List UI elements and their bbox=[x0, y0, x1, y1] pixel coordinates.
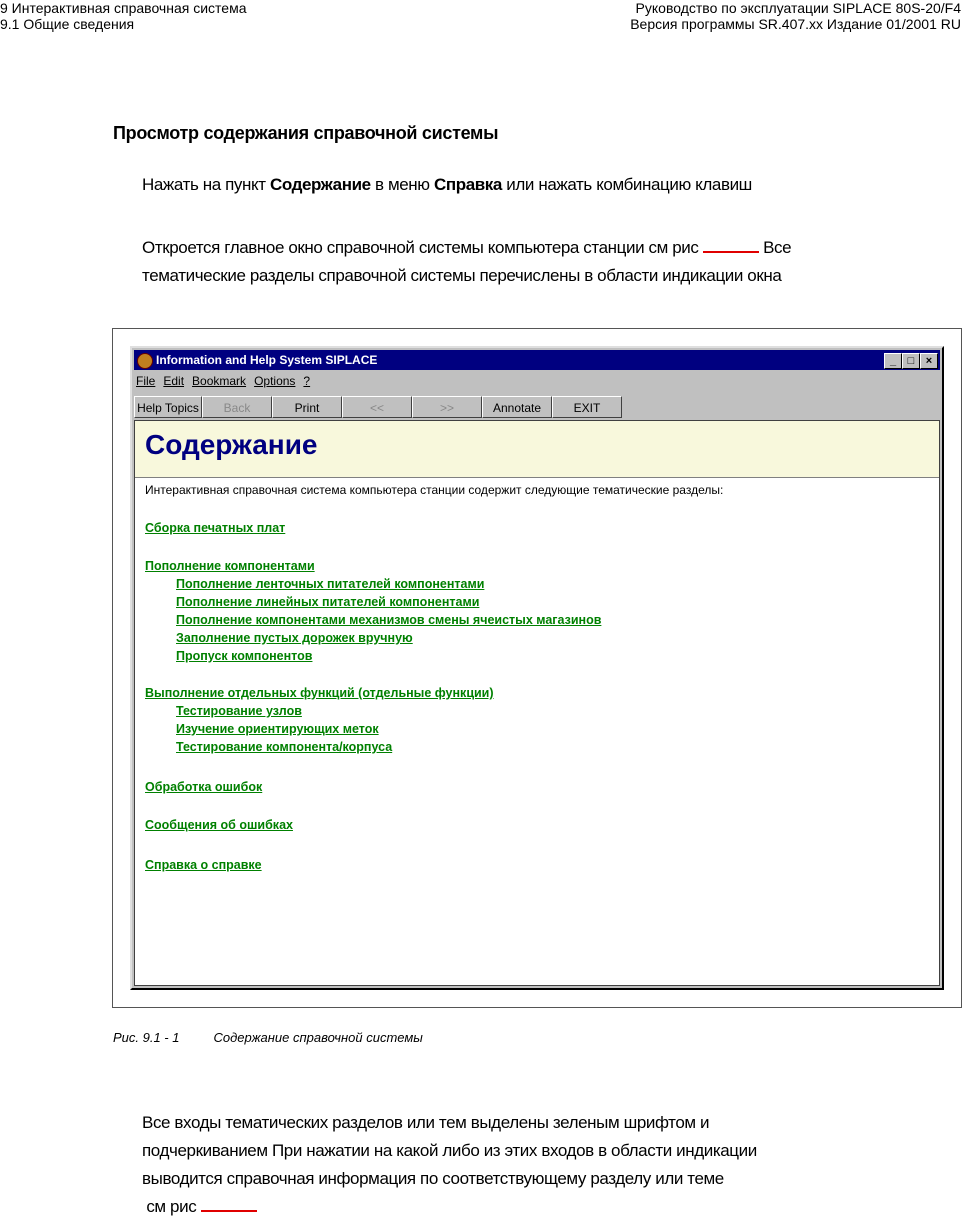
manual-title: Руководство по эксплуатации SIPLACE 80S-20/F4 bbox=[635, 0, 961, 16]
content-header bbox=[135, 421, 939, 478]
caption-text: Содержание справочной системы bbox=[213, 1030, 423, 1045]
header-left bbox=[0, 0, 247, 32]
subtopic-link[interactable]: Тестирование узлов bbox=[176, 704, 302, 718]
close-icon[interactable]: × bbox=[920, 353, 938, 369]
topic-link[interactable]: Пополнение компонентами bbox=[145, 559, 315, 573]
text: выводится справочная информация по соответствующему разделу или теме bbox=[142, 1169, 724, 1188]
topic-link[interactable]: Выполнение отдельных функций (отдельные функции) bbox=[145, 686, 494, 700]
minimize-icon[interactable]: _ bbox=[884, 353, 902, 369]
topic-link[interactable]: Сообщения об ошибках bbox=[145, 818, 293, 832]
text: Все входы тематических разделов или тем выделены зеленым шрифтом и bbox=[142, 1113, 710, 1132]
menu-ref: Справка bbox=[433, 175, 502, 194]
annotate-button[interactable]: Annotate bbox=[482, 396, 552, 418]
section-number: 9.1 Общие сведения bbox=[0, 16, 135, 32]
text: см рис bbox=[146, 1197, 201, 1216]
text: Все bbox=[758, 238, 792, 257]
content-area bbox=[134, 420, 940, 986]
text: или нажать комбинацию клавиш bbox=[501, 175, 752, 194]
maximize-icon[interactable]: □ bbox=[902, 353, 920, 369]
subtopic-link[interactable]: Пополнение компонентами механизмов смены ячеистых магазинов bbox=[176, 613, 602, 627]
topic-link[interactable]: Сборка печатных плат bbox=[145, 521, 286, 535]
topic-link[interactable]: Справка о справке bbox=[145, 858, 262, 872]
figure-ref-blank bbox=[703, 250, 759, 253]
menu-item-ref: Содержание bbox=[269, 175, 371, 194]
subtopic-link[interactable]: Пополнение ленточных питателей компонентами bbox=[176, 577, 485, 591]
menu-help[interactable]: ? bbox=[303, 374, 311, 388]
text: тематические разделы справочной системы перечислены в области индикации окна bbox=[142, 266, 782, 285]
subtopic-link[interactable]: Изучение ориентирующих меток bbox=[176, 722, 379, 736]
window-title: Information and Help System SIPLACE bbox=[156, 353, 378, 367]
paragraph-3 bbox=[142, 1109, 757, 1221]
topic-link[interactable]: Обработка ошибок bbox=[145, 780, 263, 794]
chapter-title: 9 Интерактивная справочная система bbox=[0, 0, 247, 16]
section-title: Просмотр содержания справочной системы bbox=[113, 123, 499, 143]
previous-button[interactable]: << bbox=[342, 396, 412, 418]
next-button[interactable]: >> bbox=[412, 396, 482, 418]
header-right bbox=[630, 0, 961, 32]
text: Откроется главное окно справочной системы компьютера станции см рис bbox=[142, 238, 703, 257]
help-window bbox=[130, 346, 944, 990]
print-button[interactable]: Print bbox=[272, 396, 342, 418]
version-info: Версия программы SR.407.xx Издание 01/2001 RU bbox=[630, 16, 961, 32]
paragraph-2 bbox=[142, 234, 791, 290]
subtopic-link[interactable]: Пропуск компонентов bbox=[176, 649, 313, 663]
title-bar bbox=[134, 350, 940, 370]
menu-options[interactable]: Options bbox=[254, 374, 296, 388]
menu-bar bbox=[136, 374, 310, 388]
intro-text: Интерактивная справочная система компьютера станции содержит следующие тематические разделы: bbox=[145, 483, 724, 497]
content-heading: Содержание bbox=[145, 429, 318, 460]
menu-bookmark[interactable]: Bookmark bbox=[192, 374, 247, 388]
app-icon bbox=[137, 353, 153, 369]
exit-button[interactable]: EXIT bbox=[552, 396, 622, 418]
subtopic-link[interactable]: Пополнение линейных питателей компонентами bbox=[176, 595, 480, 609]
subtopic-link[interactable]: Заполнение пустых дорожек вручную bbox=[176, 631, 413, 645]
text: подчеркиванием При нажатии на какой либо из этих входов в области индикации bbox=[142, 1141, 757, 1160]
back-button[interactable]: Back bbox=[202, 396, 272, 418]
menu-file[interactable]: File bbox=[136, 374, 156, 388]
menu-edit[interactable]: Edit bbox=[163, 374, 185, 388]
figure-ref-blank bbox=[201, 1209, 257, 1212]
caption-number: Рис. 9.1 - 1 bbox=[113, 1030, 180, 1045]
text: в меню bbox=[370, 175, 434, 194]
help-topics-button[interactable]: Help Topics bbox=[134, 396, 202, 418]
paragraph-1 bbox=[142, 175, 752, 195]
figure-caption bbox=[113, 1030, 423, 1045]
toolbar bbox=[134, 396, 940, 420]
subtopic-link[interactable]: Тестирование компонента/корпуса bbox=[176, 740, 393, 754]
text: Нажать на пункт bbox=[142, 175, 270, 194]
